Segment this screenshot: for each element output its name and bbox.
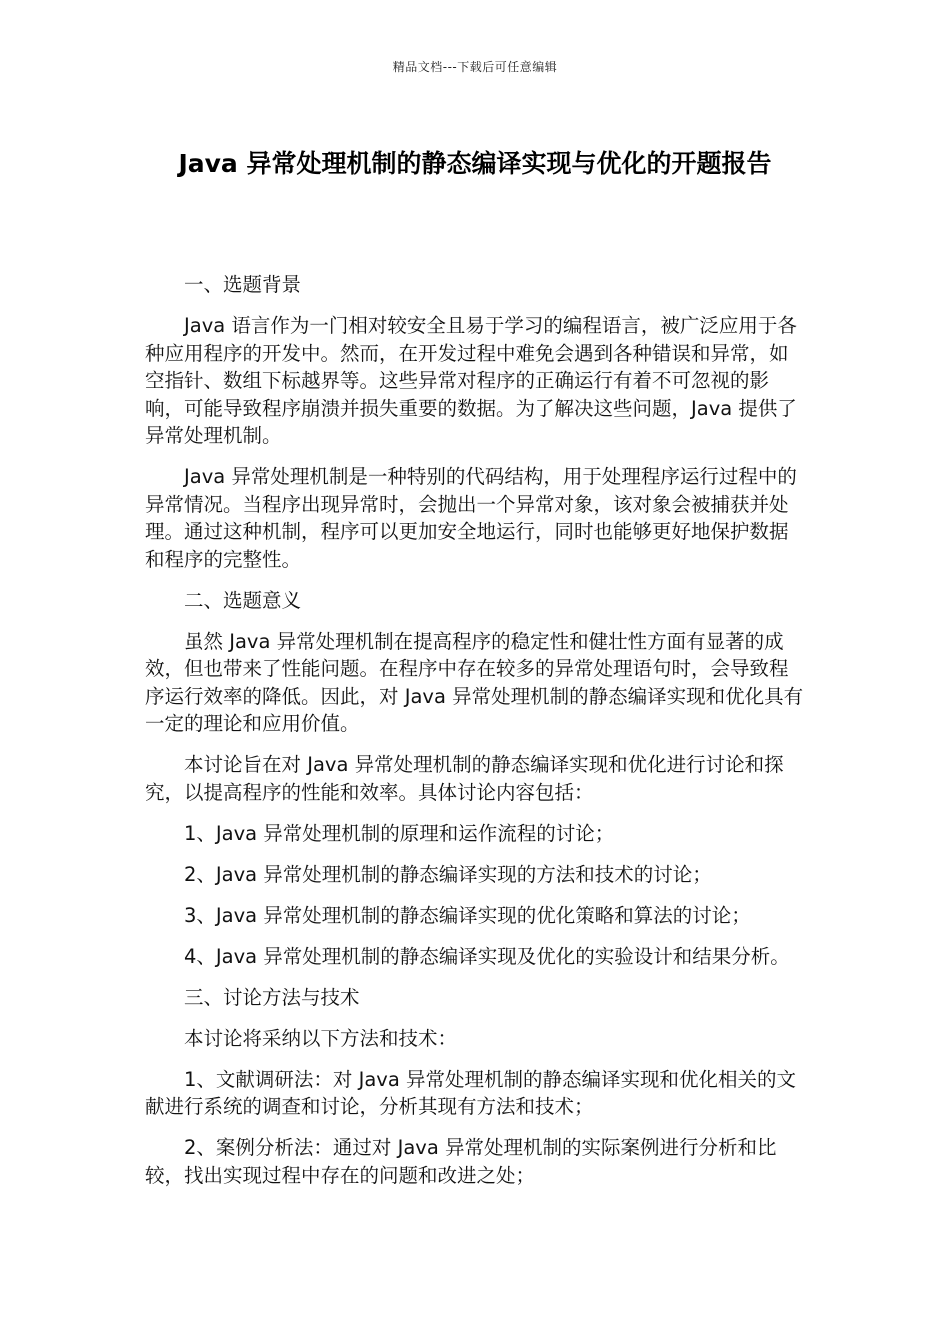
document-body [145,271,805,1203]
document-title: Java 异常处理机制的静态编译实现与优化的开题报告 [178,149,772,178]
paragraph: 本讨论旨在对 Java 异常处理机制的静态编译实现和优化进行讨论和探究，以提高程序的性能和效率。具体讨论内容包括： [145,753,784,804]
paragraph: Java 语言作为一门相对较安全且易于学习的编程语言，被广泛应用于各种应用程序的开发中。然而，在开发过程中难免会遇到各种错误和异常，如空指针、数组下标越界等。这些异常对程序的正确运行有着不可忽视的影响，可能导致程序崩溃并损失重要的数据。为了解决这些问题，Java 提供了异常处理机制。 [145,314,797,447]
section-heading-background: 一、选题背景 [184,273,302,296]
list-item: 4、Java 异常处理机制的静态编译实现及优化的实验设计和结果分析。 [184,944,790,968]
list-item: 1、Java 异常处理机制的原理和运作流程的讨论； [184,821,615,845]
list-item: 3、Java 异常处理机制的静态编译实现的优化策略和算法的讨论； [184,903,751,927]
section-heading-methods: 三、讨论方法与技术 [184,985,360,1009]
header-note: 精品文档---下载后可任意编辑 [392,60,558,74]
paragraph: 虽然 Java 异常处理机制在提高程序的稳定性和健壮性方面有显著的成效，但也带来了性能问题。在程序中存在较多的异常处理语句时，会导致程序运行效率的降低。因此，对 Java 异常处理机制的静态编译实现和优化具有一定的理论和应用价值。 [145,629,804,735]
paragraph: Java 异常处理机制是一种特别的代码结构，用于处理程序运行过程中的异常情况。当程序出现异常时，会抛出一个异常对象，该对象会被捕获并处理。通过这种机制，程序可以更加安全地运行，同时也能够更好地保护数据和程序的完整性。 [145,465,797,571]
section-heading-significance: 二、选题意义 [184,588,302,612]
paragraph: 本讨论将采纳以下方法和技术： [184,1026,458,1050]
list-item: 1、文献调研法：对 Java 异常处理机制的静态编译实现和优化相关的文献进行系统的调查和讨论，分析其现有方法和技术； [145,1067,796,1118]
list-item: 2、案例分析法：通过对 Java 异常处理机制的实际案例进行分析和比较，找出实现过程中存在的问题和改进之处； [145,1136,777,1187]
list-item: 2、Java 异常处理机制的静态编译实现的方法和技术的讨论； [184,862,712,886]
